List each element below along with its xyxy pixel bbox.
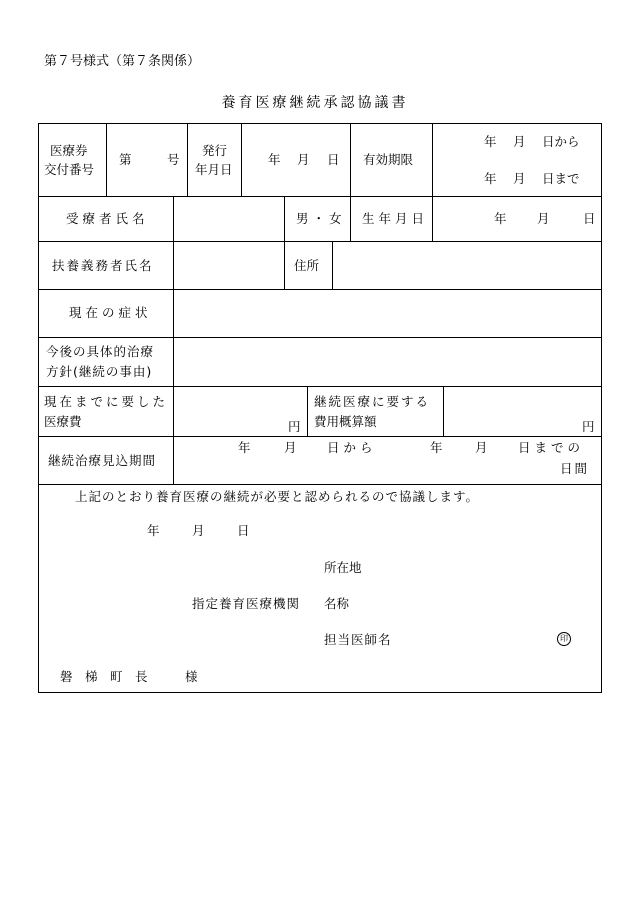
form-title: 養育医療継続承認協議書: [221, 95, 409, 111]
period-to-month: 月: [475, 440, 488, 455]
ticket-number-label-2: 交付番号: [44, 162, 95, 177]
dob-month: 月: [537, 211, 550, 226]
period-from-year: 年: [238, 440, 251, 455]
issue-date-day: 日: [327, 152, 340, 167]
ticket-number-label: 医療券: [50, 143, 88, 158]
validity-from: 年 月 日から: [484, 134, 580, 149]
statement: 上記のとおり養育医療の継続が必要と認められるので協議します。: [75, 489, 480, 504]
cost-yen: 円: [288, 419, 301, 434]
dob-year: 年: [494, 211, 507, 226]
validity-to: 年 月 日まで: [484, 171, 580, 186]
honorific: 様: [185, 669, 198, 684]
institution-label: 指定養育医療機関: [192, 596, 301, 611]
treatment-plan-label: 今後の具体的治療: [46, 344, 155, 359]
date-day: 日: [237, 523, 250, 538]
issue-date-label-2: 年月日: [195, 162, 233, 177]
estimate-label: 継続医療に要する: [314, 394, 431, 409]
institution-name-label: 名称: [324, 596, 350, 611]
date-month: 月: [192, 523, 205, 538]
seal-icon: 印: [557, 632, 571, 646]
period-days: 日間: [560, 461, 590, 476]
period-to-year: 年: [430, 440, 443, 455]
address-label: 住所: [294, 258, 320, 273]
validity-label: 有効期限: [363, 152, 414, 167]
dob-label: 生年月日: [362, 211, 429, 226]
estimate-label-2: 費用概算額: [314, 414, 377, 429]
form-number: 第７号様式（第７条関係）: [44, 54, 201, 69]
period-from-month: 月: [284, 440, 297, 455]
sex-options: 男・女: [296, 211, 346, 226]
date-year: 年: [147, 523, 160, 538]
addressee: 磐 梯 町 長: [60, 669, 148, 684]
cost-to-date-label: 現在までに要した: [44, 394, 169, 409]
ticket-go: 号: [167, 152, 180, 167]
doctor-name-label: 担当医師名: [324, 632, 392, 647]
guardian-name-label: 扶養義務者氏名: [52, 258, 154, 273]
period-label: 継続治療見込期間: [48, 453, 157, 468]
patient-name-label: 受療者氏名: [66, 211, 149, 226]
issue-date-month: 月: [297, 152, 310, 167]
period-to-day: 日までの: [518, 440, 585, 455]
cost-to-date-label-2: 医療費: [44, 414, 82, 429]
treatment-plan-label-2: 方針(継続の事由): [46, 364, 153, 379]
issue-date-year: 年: [268, 152, 281, 167]
estimate-yen: 円: [582, 419, 595, 434]
period-from-day: 日から: [327, 440, 377, 455]
symptoms-label: 現在の症状: [69, 305, 152, 320]
dob-day: 日: [583, 211, 596, 226]
location-label: 所在地: [324, 560, 362, 575]
ticket-dai: 第: [119, 152, 132, 167]
issue-date-label: 発行: [202, 143, 228, 158]
